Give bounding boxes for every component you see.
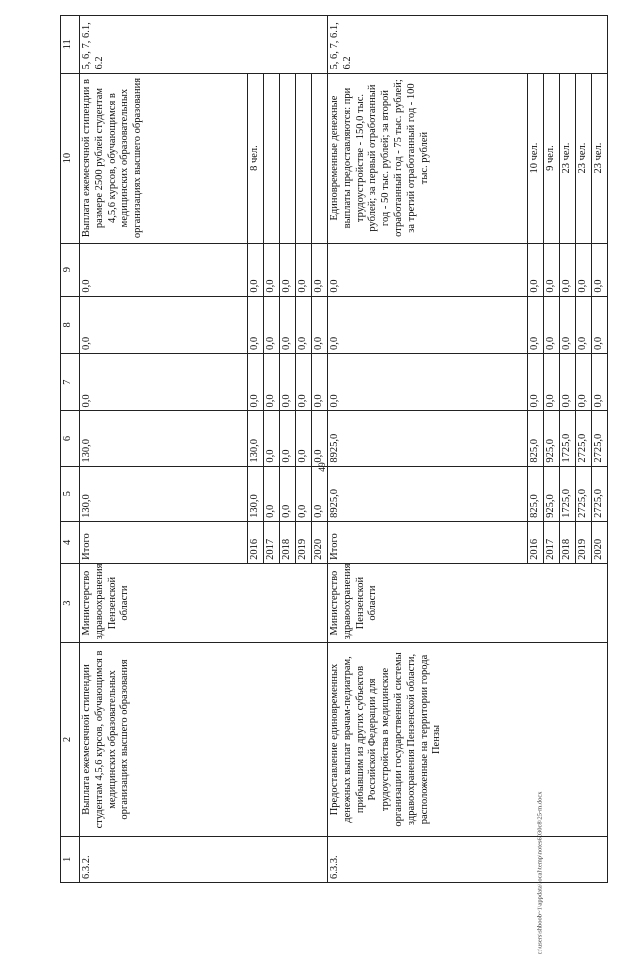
indicators: 5, 6, 7, 6.1, 6.2 <box>80 16 328 74</box>
rotated-table-container <box>60 15 605 883</box>
year-col7: 0,0 <box>528 354 544 411</box>
year-col7: 0,0 <box>248 354 264 411</box>
year-col8: 0,0 <box>264 296 280 353</box>
year-col6: 2725,0 <box>576 411 592 466</box>
total-col6: 8925,0 <box>328 411 528 466</box>
col-header-10: 10 <box>61 73 80 243</box>
year-col5: 1725,0 <box>560 466 576 521</box>
year: 2016 <box>248 521 264 563</box>
year-col6: 0,0 <box>296 411 312 466</box>
year-col5: 2725,0 <box>592 466 608 521</box>
year: 2019 <box>576 521 592 563</box>
year-col8: 0,0 <box>592 296 608 353</box>
total-col8: 0,0 <box>328 296 528 353</box>
year-col7: 0,0 <box>592 354 608 411</box>
year-col5: 0,0 <box>312 466 328 521</box>
year-col10: 10 чел. <box>528 73 544 243</box>
year-col9: 0,0 <box>280 243 296 296</box>
year: 2018 <box>280 521 296 563</box>
section-number: 6.3.3. <box>328 836 608 882</box>
year-col9: 0,0 <box>576 243 592 296</box>
col-header-9: 9 <box>61 243 80 296</box>
year: 2017 <box>264 521 280 563</box>
total-col5: 130,0 <box>80 466 248 521</box>
year-col9: 0,0 <box>544 243 560 296</box>
year: 2018 <box>560 521 576 563</box>
year-col7: 0,0 <box>280 354 296 411</box>
year-col7: 0,0 <box>264 354 280 411</box>
year-col5: 825,0 <box>528 466 544 521</box>
section-total-row <box>80 16 248 883</box>
page-number: 49 <box>317 462 328 472</box>
year-col5: 0,0 <box>264 466 280 521</box>
program-measures-table <box>60 15 608 883</box>
footer-file-path: c:\users\shboob~1\appdata\local\temp\notes6030c8\25-m.docx <box>536 791 544 954</box>
year: 2019 <box>296 521 312 563</box>
col-header-7: 7 <box>61 354 80 411</box>
total-col5: 8925,0 <box>328 466 528 521</box>
year-col8: 0,0 <box>248 296 264 353</box>
indicators: 5, 6, 7, 6.1, 6.2 <box>328 16 608 74</box>
year-col5: 130,0 <box>248 466 264 521</box>
year-col7: 0,0 <box>296 354 312 411</box>
year-col9: 0,0 <box>592 243 608 296</box>
year-col7: 0,0 <box>544 354 560 411</box>
year-col8: 0,0 <box>576 296 592 353</box>
year-col5: 925,0 <box>544 466 560 521</box>
year-col8: 0,0 <box>544 296 560 353</box>
year-col6: 825,0 <box>528 411 544 466</box>
year-col9: 0,0 <box>248 243 264 296</box>
year-col10 <box>312 73 328 243</box>
year-col10: 8 чел. <box>248 73 264 243</box>
year-col9: 0,0 <box>528 243 544 296</box>
total-col10: Единовременные денежные выплаты предоставляются: при трудоустройстве - 150,0 тыс. рублей; за первый отработанный год - 50 тыс. рублей; за второй отработанный год - 75 тыс. рублей; за третий отработанный год - 100 тыс. рублей <box>328 73 528 243</box>
year-col10: 23 чел. <box>592 73 608 243</box>
col-header-5: 5 <box>61 466 80 521</box>
year-col9: 0,0 <box>312 243 328 296</box>
year-col10: 23 чел. <box>560 73 576 243</box>
total-col9: 0,0 <box>80 243 248 296</box>
measure-name: Выплата ежемесячной стипендии студентам 4,5,6 курсов, обучающимся в медицинских образовательных организациях высшего образования <box>80 643 328 836</box>
year-col8: 0,0 <box>560 296 576 353</box>
year: 2016 <box>528 521 544 563</box>
section-total-row <box>328 16 528 883</box>
year: 2020 <box>592 521 608 563</box>
total-col8: 0,0 <box>80 296 248 353</box>
year-col5: 0,0 <box>280 466 296 521</box>
year-col6: 0,0 <box>280 411 296 466</box>
col-header-3: 3 <box>61 563 80 643</box>
col-header-2: 2 <box>61 643 80 836</box>
year-col10 <box>280 73 296 243</box>
executor: Министерство здравоохранения Пензенской области <box>80 563 328 643</box>
col-header-11: 11 <box>61 16 80 74</box>
col-header-1: 1 <box>61 836 80 882</box>
measure-name: Предоставление единовременных денежных выплат врачам-педиатрам, прибывшим из других субъектов Российской Федерации для трудоустройства в медицинские организации государственной системы здравоохранения Пензенской области, расположенные на территории города Пензы <box>328 643 608 836</box>
year-col10: 9 чел. <box>544 73 560 243</box>
year: 2020 <box>312 521 328 563</box>
col-header-8: 8 <box>61 296 80 353</box>
year-col8: 0,0 <box>312 296 328 353</box>
year-col5: 2725,0 <box>576 466 592 521</box>
year-col10 <box>296 73 312 243</box>
total-col7: 0,0 <box>328 354 528 411</box>
total-label: Итого <box>80 521 248 563</box>
year-col6: 0,0 <box>264 411 280 466</box>
year-col6: 925,0 <box>544 411 560 466</box>
col-header-4: 4 <box>61 521 80 563</box>
header-row <box>61 16 80 883</box>
year-col9: 0,0 <box>560 243 576 296</box>
year: 2017 <box>544 521 560 563</box>
year-col6: 2725,0 <box>592 411 608 466</box>
year-col9: 0,0 <box>296 243 312 296</box>
year-col6: 130,0 <box>248 411 264 466</box>
year-col7: 0,0 <box>312 354 328 411</box>
year-col7: 0,0 <box>576 354 592 411</box>
year-col10 <box>264 73 280 243</box>
year-col9: 0,0 <box>264 243 280 296</box>
total-col9: 0,0 <box>328 243 528 296</box>
total-label: Итого <box>328 521 528 563</box>
year-col7: 0,0 <box>560 354 576 411</box>
year-col8: 0,0 <box>528 296 544 353</box>
total-col10: Выплата ежемесячной стипендии в размере 2500 рублей студентам 4,5,6 курсов, обучающимся в медицинских образовательных организациях высшего образования <box>80 73 248 243</box>
year-col6: 1725,0 <box>560 411 576 466</box>
col-header-6: 6 <box>61 411 80 466</box>
year-col5: 0,0 <box>296 466 312 521</box>
total-col7: 0,0 <box>80 354 248 411</box>
year-col8: 0,0 <box>296 296 312 353</box>
section-number: 6.3.2. <box>80 836 328 882</box>
year-col6: 0,0 <box>312 411 328 466</box>
executor: Министерство здравоохранения Пензенской области <box>328 563 608 643</box>
year-col8: 0,0 <box>280 296 296 353</box>
total-col6: 130,0 <box>80 411 248 466</box>
year-col10: 23 чел. <box>576 73 592 243</box>
